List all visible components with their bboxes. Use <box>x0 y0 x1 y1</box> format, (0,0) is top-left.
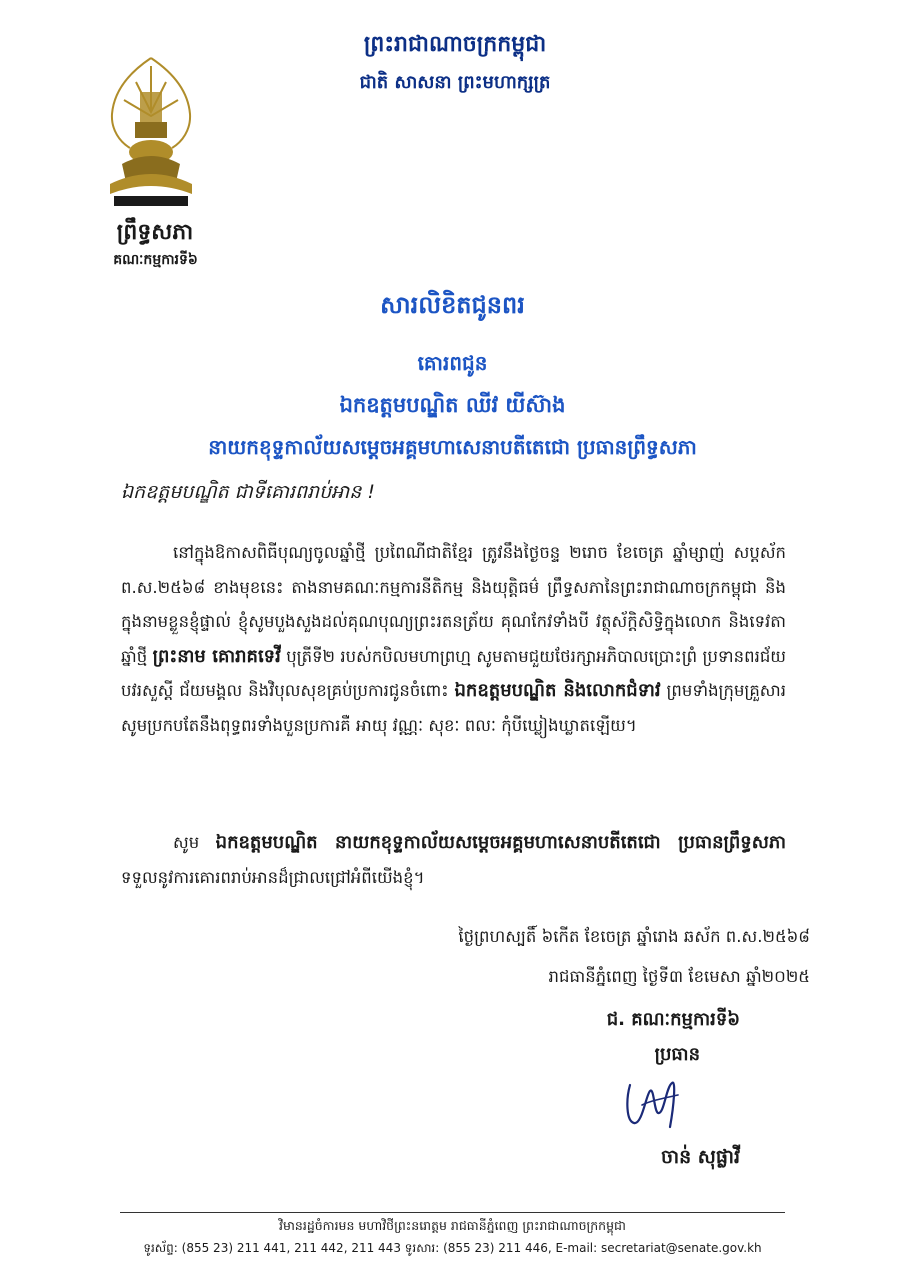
body-text: នៅក្នុងឱកាសពិធីបុណ្យចូលឆ្នាំថ្មី ប្រពៃណីជាតិខ្មែរ ត្រូវនឹងថ្ងៃចន្ទ ២រោច ខែចេត្រ ឆ្នាំម្សាញ់ សប្តស័ក ព.ស.២៥៦៨ ខាងមុខនេះ តាងនាមគណៈកម្មការនីតិកម្ម និងយុត្តិធម៌ ព្រឹទ្ធសភានៃព្រះរាជាណាចក្រកម្ពុជា និងក្នុងនាមខ្លួនខ្ញុំផ្ទាល់ ខ្ញុំសូមបួងសួងដល់គុណបុណ្យព្រះរតនត្រ័យ គុណកែវទាំងបី វត្ថុស័ក្តិសិទ្ធិក្នុងលោក និងទេវតាឆ្នាំថ្មី <box>121 543 786 666</box>
body-paragraph-1 <box>121 536 786 743</box>
body-paragraph-2 <box>121 826 786 895</box>
body-text: ទទួលនូវការគោរពរាប់អានដ៏ជ្រាលជ្រៅអំពីយើងខ្ញុំ។ <box>121 867 425 887</box>
senate-emblem-icon <box>100 52 202 212</box>
footer-address: វិមានរដ្ឋចំការមន មហាវិថីព្រះនរោត្តម រាជធានីភ្នំពេញ ព្រះរាជាណាចក្រកម្ពុជា <box>279 1218 626 1233</box>
deity-name: ព្រះនាម គោរាគទេវី <box>152 645 281 667</box>
committee-name: គណៈកម្មការទី៦ <box>113 252 198 268</box>
signer-name: ចាន់ សុផ្លាវី <box>661 1146 740 1168</box>
place-date: រាជធានីភ្នំពេញ ថ្ងៃទី៣ ខែមេសា ឆ្នាំ២០២៥ <box>548 967 810 986</box>
recipient-couple: ឯកឧត្តមបណ្ឌិត និងលោកជំទាវ <box>454 680 661 701</box>
kingdom-heading: ព្រះរាជាណាចក្រកម្ពុជា <box>363 32 547 57</box>
handwritten-signature-icon <box>620 1065 690 1130</box>
lunar-date: ថ្ងៃព្រហស្បតិ៍ ៦កើត ខែចេត្រ ឆ្នាំរោង ឆស័ក ព.ស.២៥៦៨ <box>458 927 810 946</box>
footer-divider <box>120 1212 785 1213</box>
addressee-greeting: គោរពជូន <box>417 351 488 375</box>
salutation: ឯកឧត្តមបណ្ឌិត ជាទីគោរពរាប់អាន ! <box>121 481 375 503</box>
addressee-name: ឯកឧត្តមបណ្ឌិត ឈីវ យីស៊ាង <box>339 393 566 417</box>
body-text: សូម <box>173 833 200 852</box>
body-text: បុត្រីទី២ របស់កបិលមហាព្រហ្ម សូមតាមជួយថែរក្សាអភិបាលប្រោះព្រំ ប្រទានពរជ័យ បវរសួស្តី ជ័យមង្គល និងវិបុលសុខគ្រប់ប្រការជូនចំពោះ <box>121 646 786 700</box>
on-behalf-line: ជ. គណៈកម្មការទី៦ <box>606 1009 740 1030</box>
recipient-title: ឯកឧត្តមបណ្ឌិត នាយកខុទ្ទកាល័យសម្តេចអគ្គមហាសេនាបតីតេជោ ប្រធានព្រឹទ្ធសភា <box>215 832 786 853</box>
signer-role: ប្រធាន <box>654 1044 700 1065</box>
national-motto: ជាតិ សាសនា ព្រះមហាក្សត្រ <box>359 72 551 93</box>
body-text: ព្រមទាំងក្រុមគ្រួសារ សូមប្រកបតែនឹងពុទ្ធពរទាំងបួនប្រការគឺ អាយុ វណ្ណៈ សុខៈ ពលៈ កុំបីឃ្លៀងឃ្លាតឡើយ។ <box>121 681 786 735</box>
senate-name: ព្រឹទ្ធសភា <box>116 220 194 245</box>
footer-contact: ទូរស័ព្ទ: (855 23) 211 441, 211 442, 211 443 ទូរសារ: (855 23) 211 446, E-mail: secretariat@senate.gov.kh <box>143 1241 762 1255</box>
addressee-title: នាយកខុទ្ទកាល័យសម្តេចអគ្គមហាសេនាបតីតេជោ ប្រធានព្រឹទ្ធសភា <box>208 435 697 459</box>
document-title: សារលិខិតជូនពរ <box>380 291 525 319</box>
